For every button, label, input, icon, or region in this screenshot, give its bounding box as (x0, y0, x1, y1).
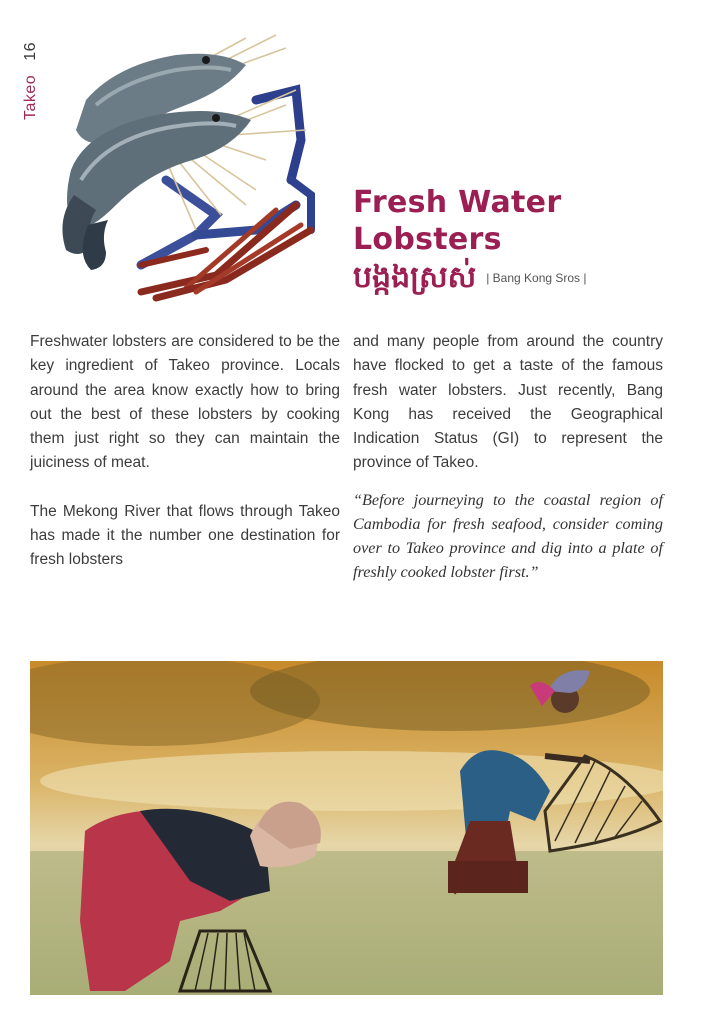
lobster-illustration (46, 30, 326, 305)
khmer-name: បង្កងស្រស់ (353, 260, 477, 295)
pull-quote: “Before journeying to the coastal region of Cambodia for fresh seafood, consider coming over to Takeo province and dig into a plate of freshly cooked lobster first.” (353, 490, 663, 581)
text-column-right (353, 330, 663, 584)
title-line-1: Fresh Water (353, 185, 562, 220)
article-title (353, 184, 683, 258)
paragraph-3: and many people from around the country have flocked to get a taste of the famous fresh water lobsters. Just recently, Bang Kong has received the Geographical Indication Status (GI) to represent the province of Takeo. (353, 333, 663, 472)
paragraph-2: The Mekong River that flows through Takeo has made it the number one destination for fresh lobsters (30, 502, 340, 569)
section-name: Takeo (22, 74, 39, 120)
fishing-photo (30, 661, 663, 995)
article-header (353, 184, 683, 296)
paragraph-1: Freshwater lobsters are considered to be the key ingredient of Takeo province. Locals around the area know exactly how to bring out the best of these lobsters by cooking them just right so they can maintain the juiciness of meat. (30, 333, 340, 472)
page-number: 16 (22, 42, 39, 61)
text-column-left (30, 330, 340, 573)
romanized-name: | Bang Kong Sros | (486, 271, 587, 285)
subtitle-row (353, 260, 683, 296)
title-line-2: Lobsters (353, 222, 502, 257)
